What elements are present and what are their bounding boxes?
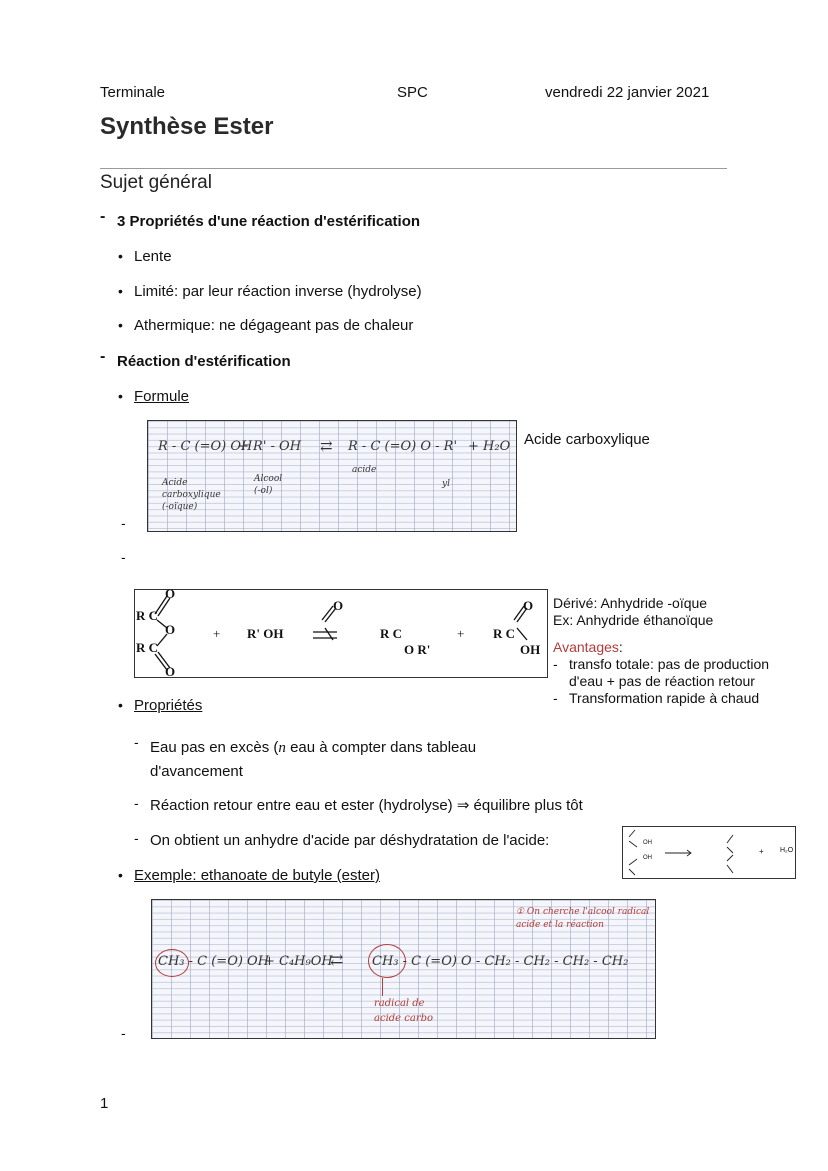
advantages-heading: Avantages: [553,639,623,655]
hand-product: R - C (=O) O - R' [348,439,458,454]
pointer-line [382,978,383,996]
hand-plus2: + H₂O [468,439,511,454]
list-item: Limité: par leur réaction inverse (hydrolyse) [134,283,422,300]
advantage-item: - Transformation rapide à chaud [553,690,760,706]
section2-heading: Réaction d'estérification [117,353,291,370]
page-title: Synthèse Ester [100,113,274,140]
header-subject: SPC [397,84,428,101]
hand-example-alcohol: + C₄H₉OH [264,954,333,969]
formula-caption: Acide carboxylique [524,431,650,448]
header-date: vendredi 22 janvier 2021 [545,84,710,101]
hand-reactant1: R - C (=O) OH [158,439,253,454]
anhydride-notes [553,595,793,707]
hand-label-yl: yl [442,479,450,489]
handwritten-esterification-image [147,420,517,532]
dash-icon: - [134,795,139,811]
propriete-item: On obtient un anhydre d'acide par déshydratation de l'acide: [150,832,550,849]
dash-icon: - [100,348,106,365]
bullet-icon: • [118,388,123,404]
anhydride-example: Ex: Anhydride éthanoïque [553,612,714,628]
section-subtitle: Sujet général [100,172,212,193]
propriete-item: Eau pas en excès (n eau à compter dans tableau d'avancement [150,739,477,780]
handwritten-example-image [151,899,656,1039]
header-class: Terminale [100,84,166,101]
bullet-icon: • [118,283,123,299]
anhydride-reaction-figure: O R C O R C O + R' OH O R C O R' + O R C OH [134,589,548,678]
advantage-item: - transfo totale: pas de production d'eau + pas de réaction retour [553,656,770,689]
dash-icon: - [121,515,126,531]
list-item: Athermique: ne dégageant pas de chaleur [134,317,414,334]
hand-example-arrow: ⇄ [330,950,344,969]
dash-icon: - [134,734,139,750]
hand-arrow: ⇄ [320,437,333,455]
formule-label: Formule [134,388,190,405]
hand-plus1: + R' - OH [238,439,302,454]
bullet-icon: • [118,317,123,333]
anhydride-derive: Dérivé: Anhydride -oïque [553,595,708,611]
title-divider [100,168,727,169]
propriete-item: Réaction retour entre eau et ester (hydrolyse) ⇒ équilibre plus tôt [150,797,583,814]
hand-note-method: ① On cherche l'alcool radical acide et la réaction [516,907,650,930]
bullet-icon: • [118,248,123,264]
hand-label-acid: Acide carboxylique (-oïque) [162,478,221,512]
page-number: 1 [100,1095,109,1112]
dash-icon: - [100,208,106,225]
dehydration-bonds-icon [623,827,795,878]
hand-note-radical: radical de acide carbo [374,998,434,1024]
proprietes-label: Propriétés [134,697,203,714]
hand-label-alcohol: Alcool (-ol) [254,474,283,496]
dash-icon: - [121,1025,126,1041]
dash-icon: - [121,549,126,565]
section1-heading: 3 Propriétés d'une réaction d'estérification [117,213,421,230]
hand-example-reactant: CH₃ - C (=O) OH [158,954,270,969]
list-item: Lente [134,248,172,265]
hand-example-product: CH₃ - C (=O) O - CH₂ - CH₂ - CH₂ - CH₂ [372,954,629,969]
dehydration-figure: OH OH + H₂O [622,826,796,879]
bullet-icon: • [118,697,123,713]
hand-label-acide: acide [352,465,377,475]
bullet-icon: • [118,867,123,883]
dash-icon: - [134,830,139,846]
example-label: Exemple: ethanoate de butyle (ester) [134,867,380,884]
